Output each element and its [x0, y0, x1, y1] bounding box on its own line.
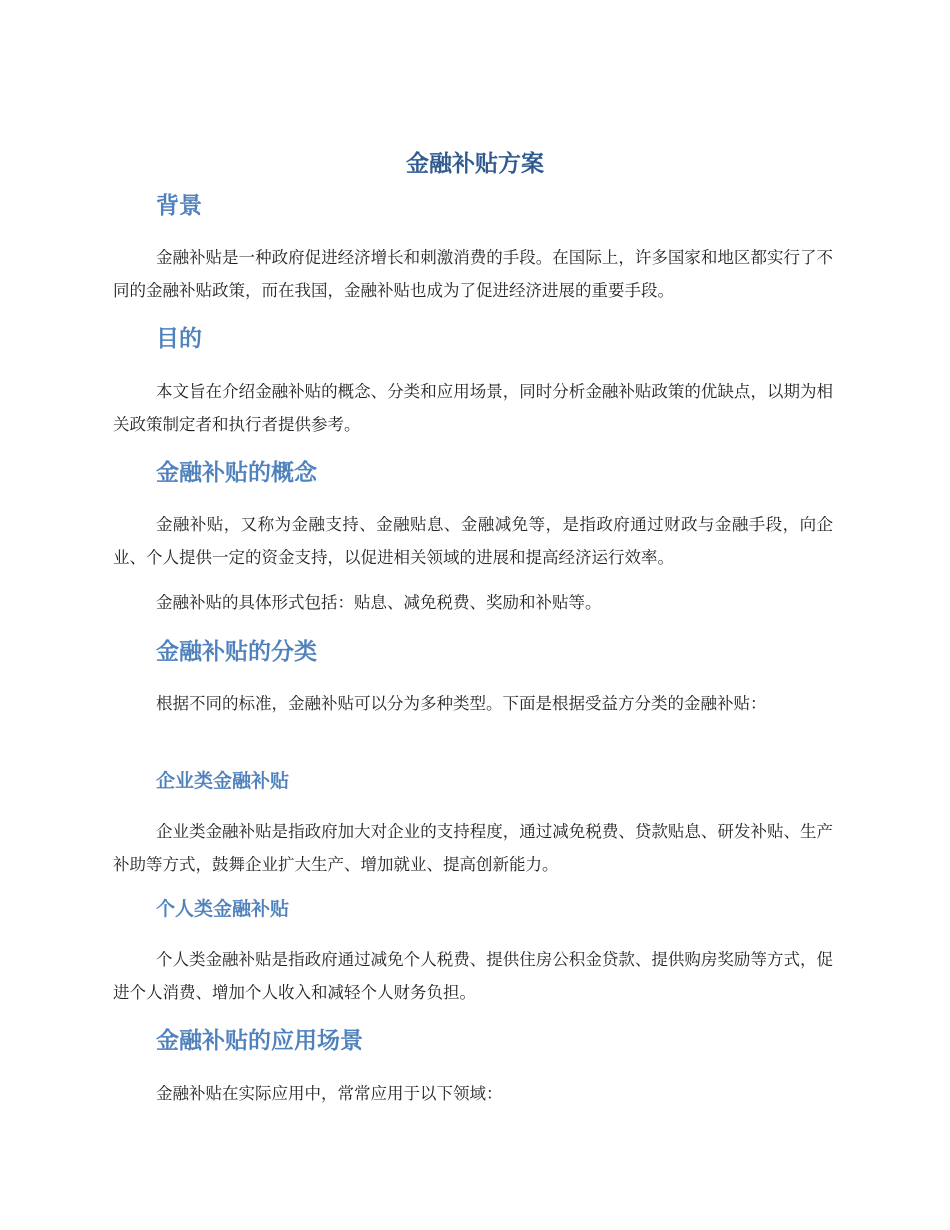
paragraph-purpose: 本文旨在介绍金融补贴的概念、分类和应用场景，同时分析金融补贴政策的优缺点，以期为相关政策制定者和执行者提供参考。	[113, 382, 833, 434]
heading-personal-subsidy: 个人类金融补贴	[156, 898, 290, 920]
document-title: 金融补贴方案	[406, 151, 544, 177]
heading-application: 金融补贴的应用场景	[156, 1028, 363, 1054]
paragraph-classification: 根据不同的标准，金融补贴可以分为多种类型。下面是根据受益方分类的金融补贴：	[156, 694, 767, 713]
paragraph-background: 金融补贴是一种政府促进经济增长和刺激消费的手段。在国际上，许多国家和地区都实行了不同的金融补贴政策，而在我国，金融补贴也成为了促进经济进展的重要手段。	[113, 248, 833, 300]
paragraph-application: 金融补贴在实际应用中，常常应用于以下领域：	[156, 1084, 503, 1103]
paragraph-enterprise-subsidy: 企业类金融补贴是指政府加大对企业的支持程度，通过减免税费、贷款贴息、研发补贴、生产补助等方式，鼓舞企业扩大生产、增加就业、提高创新能力。	[113, 822, 833, 874]
paragraph-concept-forms: 金融补贴的具体形式包括：贴息、减免税费、奖励和补贴等。	[156, 593, 602, 612]
heading-concept: 金融补贴的概念	[156, 460, 317, 486]
heading-purpose: 目的	[156, 326, 202, 352]
heading-classification: 金融补贴的分类	[156, 639, 317, 665]
paragraph-personal-subsidy: 个人类金融补贴是指政府通过减免个人税费、提供住房公积金贷款、提供购房奖励等方式，促进个人消费、增加个人收入和减轻个人财务负担。	[113, 950, 833, 1002]
paragraph-concept-definition: 金融补贴，又称为金融支持、金融贴息、金融减免等，是指政府通过财政与金融手段，向企业、个人提供一定的资金支持，以促进相关领域的进展和提高经济运行效率。	[113, 515, 833, 567]
heading-enterprise-subsidy: 企业类金融补贴	[156, 770, 290, 792]
heading-background: 背景	[156, 193, 202, 219]
